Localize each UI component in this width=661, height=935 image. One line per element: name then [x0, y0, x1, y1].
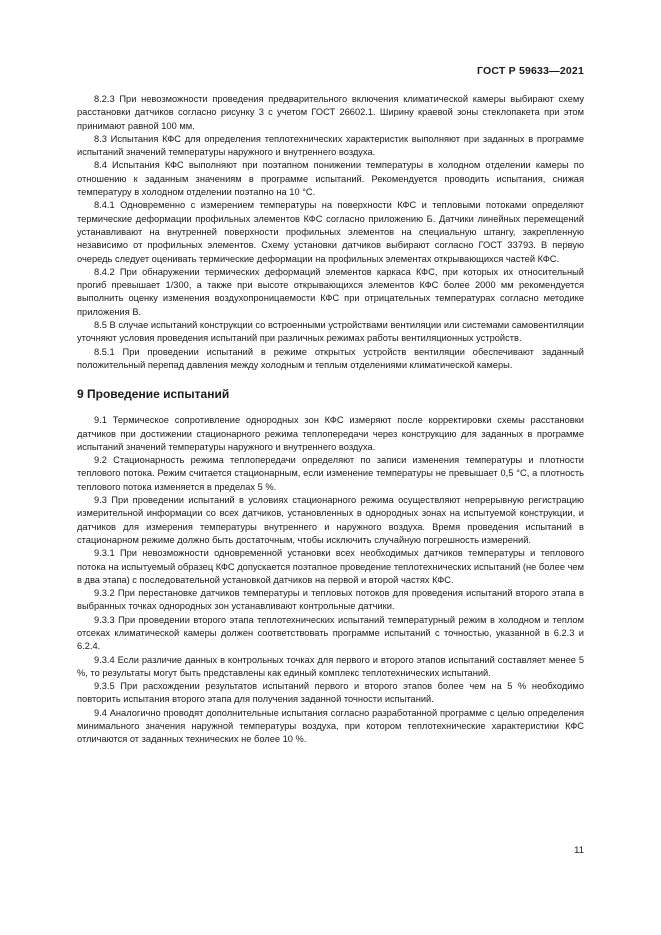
paragraph-9-2: 9.2 Стационарность режима теплопередачи определяют по записи изменения температуры и плотности теплового потока. Режим считается стационарным, если изменение температуры не превышает 0,5 °С, а плотность теплового потока изменяется в пределах 5 %.: [77, 455, 584, 492]
paragraph-9-1: 9.1 Термическое сопротивление однородных зон КФС измеряют после корректировки схемы расстановки датчиков при достижении стационарного режима теплопередачи через конструкцию для заданных в программе испытаний значений температуры наружного и внутреннего воздуха.: [77, 415, 584, 452]
paragraph-9-3-4: 9.3.4 Если различие данных в контрольных точках для первого и второго этапов испытаний составляет менее 5 %, то результаты могут быть представлены как единый комплекс теплотехнических испытаний.: [77, 654, 584, 678]
document-header: ГОСТ Р 59633—2021: [476, 65, 584, 77]
paragraph-9-3-5: 9.3.5 При расхождении результатов испытаний первого и второго этапов более чем на 5 % необходимо повторить испытания второго этапа для получения заданной точности испытаний.: [77, 681, 584, 705]
paragraph-9-4: 9.4 Аналогично проводят дополнительные испытания согласно разработанной программе с целью определения минимального значения наружной температуры воздуха, при котором теплотехнические характеристики КФС отличаются от заданных технических не более 10 %.: [77, 707, 584, 745]
paragraph-8-5-1: 8.5.1 При проведении испытаний в режиме открытых устройств вентиляции обеспечивают заданный положительный перепад давления между холодным и теплым отделениями климатической камеры.: [77, 346, 584, 370]
paragraph-9-3-1: 9.3.1 При невозможности одновременной установки всех необходимых датчиков температуры и теплового потока на испытуемый образец КФС допускается поэтапное проведение теплотехнических испытаний (не более чем в два этапа) с последовательной установкой датчиков на первой и второй частях КФС.: [77, 548, 584, 585]
paragraph-9-3-3: 9.3.3 При проведении второго этапа теплотехнических испытаний температурный режим в холодном и теплом отсеках климатической камеры должен соответствовать программе испытаний с точностью, указанной в 6.2.3 и 6.2.4.: [77, 614, 584, 652]
paragraph-9-3: 9.3 При проведении испытаний в условиях стационарного режима осуществляют непрерывную регистрацию измерительной информации со всех датчиков, установленных в однородных зонах на испытуемой конструкции, и датчиков для измерения температуры внутреннего и наружного воздуха. Время проведения испытаний в стационарном режиме должно быть достаточным, чтобы исключить случайную погрешность измерений.: [77, 495, 584, 545]
page-number: 11: [574, 845, 584, 856]
paragraph-8-3: 8.3 Испытания КФС для определения теплотехнических характеристик выполняют при заданных в программе испытаний значений температуры наружного и внутреннего воздуха.: [77, 133, 584, 158]
paragraph-8-2-3: 8.2.3 При невозможности проведения предварительного включения климатической камеры выбирают схему расстановки датчиков согласно рисунку 3 с учетом ГОСТ 26602.1. Ширину краевой зоны стеклопакета при этом принимают равной 100 мм.: [77, 94, 584, 131]
paragraph-8-4-2: 8.4.2 При обнаружении термических деформаций элементов каркаса КФС, при которых их относительный прогиб превышает 1/300, а также при высоте открывающихся элементов КФС более 2000 мм рекомендуется выполнить оценку изменения воздухопроницаемости КФС при отрицательных температурах согласно методике приложения В.: [77, 266, 584, 317]
paragraph-9-3-2: 9.3.2 При перестановке датчиков температуры и тепловых потоков для проведения испытаний второго этапа в выбранных точках однородных зон устанавливают контрольные датчики.: [77, 588, 584, 612]
section-title: 9 Проведение испытаний: [77, 387, 230, 402]
paragraph-8-4: 8.4 Испытания КФС выполняют при поэтапном понижении температуры в холодном отделении камеры по отношению к заданным значениям в программе испытаний. Рекомендуется проводить испытания, снижая температуру в холодном отделении поэтапно на 10 °С.: [77, 160, 584, 198]
paragraph-8-5: 8.5 В случае испытаний конструкции со встроенными устройствами вентиляции или системами самовентиляции уточняют условия проведения испытаний при различных режимах работы вентиляционных устройств.: [77, 320, 584, 344]
paragraph-8-4-1: 8.4.1 Одновременно с измерением температуры на поверхности КФС и тепловыми потоками определяют термические деформации профильных элементов КФС согласно приложению Б. Датчики линейных перемещений устанавливают на внутренней поверхности профильных элементов на специальную штангу, закрепленную независимо от профильных элементов. Схему установки датчиков выбирают согласно ГОСТ 33793. В первую очередь следует оценивать термические деформации на профильных элементах открывающихся частей КФС.: [77, 200, 584, 264]
page-body: [77, 93, 584, 747]
